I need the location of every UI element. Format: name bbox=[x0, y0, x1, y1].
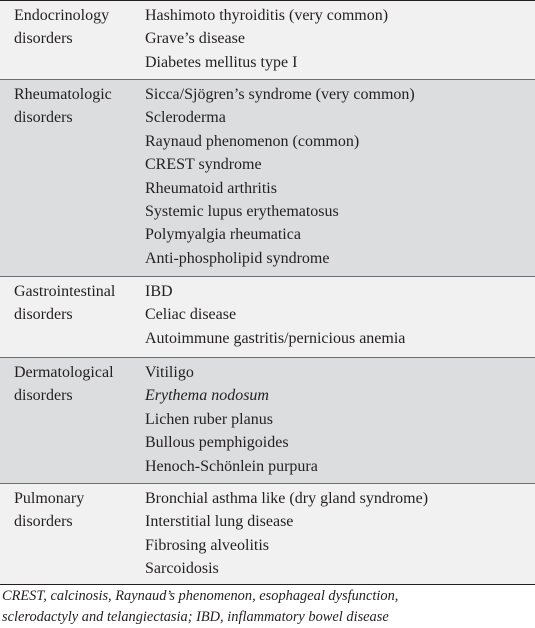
category-line: Endocrinology bbox=[14, 7, 110, 24]
category-line: disorders bbox=[14, 109, 73, 127]
list-item: IBD bbox=[145, 283, 173, 300]
category-line: Pulmonary bbox=[14, 490, 85, 507]
items-cell bbox=[145, 358, 535, 483]
list-item: Erythema nodosum bbox=[145, 387, 269, 405]
list-item: Rheumatoid arthritis bbox=[145, 179, 277, 197]
table-row-dermatological bbox=[0, 358, 535, 484]
category-line: disorders bbox=[14, 306, 73, 324]
category-cell bbox=[0, 80, 145, 276]
footnote-line: CREST, calcinosis, Raynaud’s phenomenon, esophageal dysfunction, bbox=[2, 588, 399, 604]
list-item: Interstitial lung disease bbox=[145, 513, 294, 531]
category-cell bbox=[0, 1, 145, 79]
list-item: Fibrosing alveolitis bbox=[145, 536, 269, 554]
category-line: Gastrointestinal bbox=[14, 283, 116, 300]
category-line: Rheumatologic bbox=[14, 86, 112, 103]
list-item: CREST syndrome bbox=[145, 156, 262, 174]
items-cell bbox=[145, 277, 535, 357]
list-item: Raynaud phenomenon (common) bbox=[145, 132, 360, 150]
table-row-gastrointestinal bbox=[0, 277, 535, 358]
items-cell bbox=[145, 80, 535, 276]
list-item: Hashimoto thyroiditis (very common) bbox=[145, 7, 389, 24]
category-cell bbox=[0, 277, 145, 357]
table-row-pulmonary bbox=[0, 484, 535, 585]
list-item: Autoimmune gastritis/pernicious anemia bbox=[145, 329, 406, 347]
list-item: Lichen ruber planus bbox=[145, 410, 273, 428]
table-row-endocrinology bbox=[0, 1, 535, 80]
items-cell bbox=[145, 1, 535, 79]
list-item: Anti-phospholipid syndrome bbox=[145, 249, 330, 267]
category-line: disorders bbox=[14, 387, 73, 405]
list-item: Celiac disease bbox=[145, 306, 237, 324]
category-line: disorders bbox=[14, 513, 73, 531]
table-row-rheumatologic bbox=[0, 80, 535, 277]
list-item: Henoch-Schönlein purpura bbox=[145, 457, 318, 475]
list-item: Scleroderma bbox=[145, 109, 226, 127]
list-item: Polymyalgia rheumatica bbox=[145, 226, 301, 244]
category-cell bbox=[0, 484, 145, 584]
list-item: Diabetes mellitus type I bbox=[145, 53, 298, 71]
table-footnote bbox=[2, 586, 532, 627]
category-line: Dermatological bbox=[14, 364, 114, 381]
list-item: Bullous pemphigoides bbox=[145, 434, 289, 452]
list-item: Bronchial asthma like (dry gland syndrome) bbox=[145, 490, 429, 507]
list-item: Grave’s disease bbox=[145, 30, 245, 48]
list-item: Vitiligo bbox=[145, 364, 194, 381]
category-line: disorders bbox=[14, 30, 73, 48]
list-item: Sicca/Sjögren’s syndrome (very common) bbox=[145, 86, 415, 103]
list-item: Systemic lupus erythematosus bbox=[145, 203, 339, 221]
items-cell bbox=[145, 484, 535, 584]
footnote-line: sclerodactyly and telangiectasia; IBD, inflammatory bowel disease bbox=[2, 608, 389, 625]
list-item: Sarcoidosis bbox=[145, 560, 219, 578]
category-cell bbox=[0, 358, 145, 483]
